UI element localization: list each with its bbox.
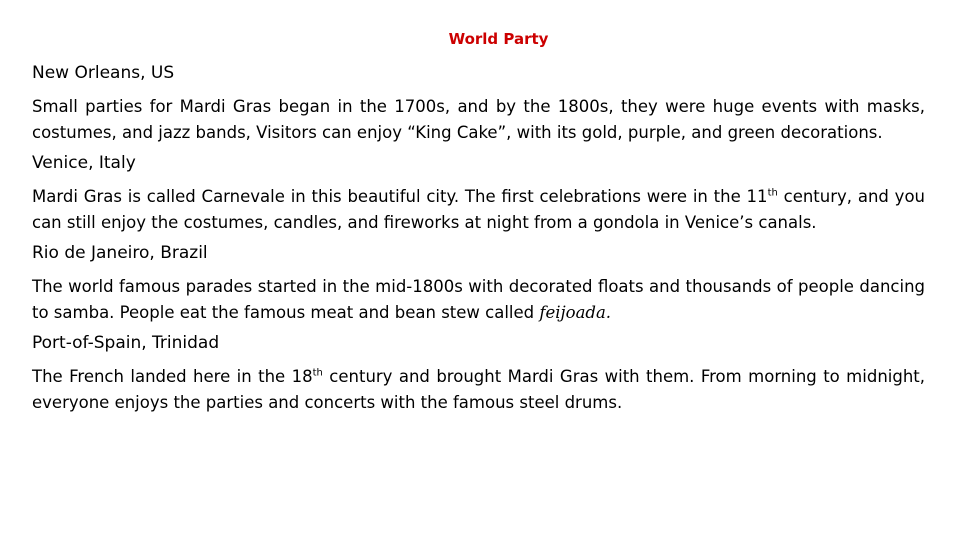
ordinal-suffix: th [767,187,778,199]
section-paragraph [32,364,925,416]
section-paragraph: Small parties for Mardi Gras began in the 1700s, and by the 1800s, they were huge events with masks, costumes, and jazz bands, Visitors can enjoy “King Cake”, with its gold, purple, and green decorations. [32,97,925,142]
paragraph-text: The French landed here in the 18 [32,367,313,386]
section-heading: New Orleans, US [32,63,175,83]
paragraph-text: century and brought Mardi Gras with them. From morning to midnight, everyone enjoys the parties and concerts with the famous steel drums. [32,367,926,412]
italic-term: feijoada. [539,303,612,322]
section-paragraph [32,184,925,236]
paragraph-text: Mardi Gras is called Carnevale in this beautiful city. The first celebrations were in the 11 [32,187,768,206]
page-title: World Party [448,30,549,48]
paragraph-text: The world famous parades started in the mid-1800s with decorated floats and thousands of people dancing to samba. People eat the famous meat and bean stew called [32,277,925,322]
section-rio [32,242,925,326]
section-heading: Venice, Italy [32,153,136,173]
ordinal-suffix: th [312,367,323,379]
section-heading: Port-of-Spain, Trinidad [32,333,220,353]
section-new-orleans [32,62,925,146]
paragraph-text: century, and you can still enjoy the costumes, candles, and fireworks at night from a gondola in Venice’s canals. [32,187,925,232]
document-page [32,30,925,422]
section-paragraph [32,274,925,326]
section-heading: Rio de Janeiro, Brazil [32,243,208,263]
section-port-of-spain [32,332,925,416]
section-venice [32,152,925,236]
